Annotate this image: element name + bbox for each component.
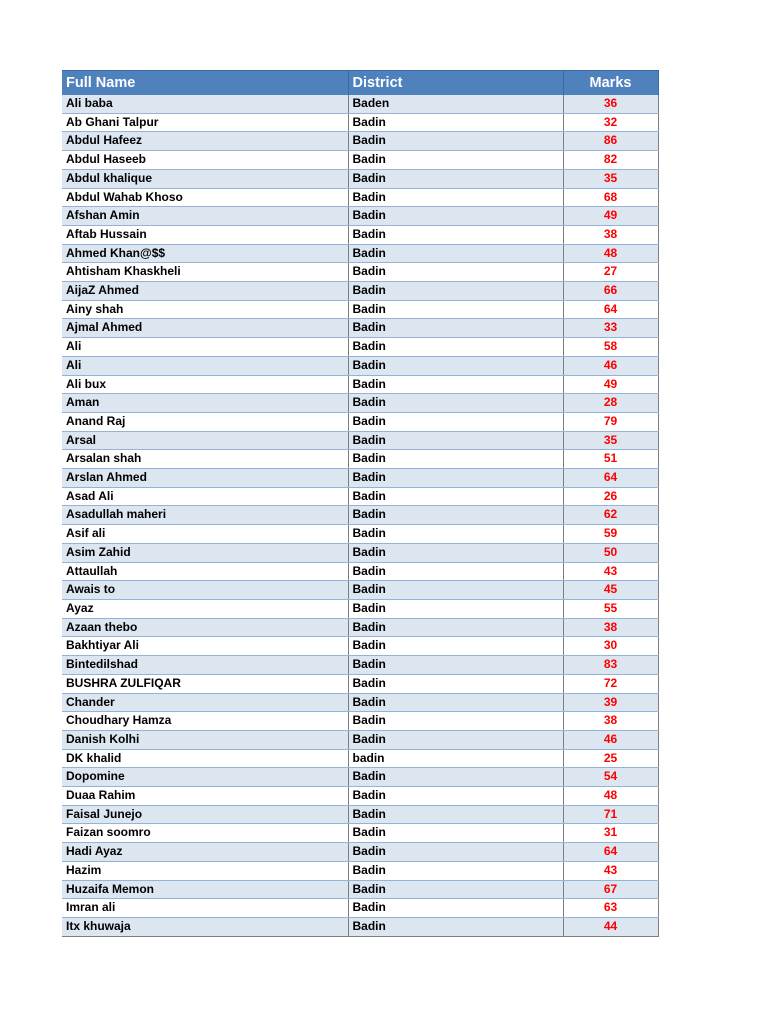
cell-district: Badin xyxy=(348,843,563,862)
table-header xyxy=(62,71,658,96)
cell-district: Badin xyxy=(348,450,563,469)
table-row xyxy=(62,917,658,936)
cell-full-name: Ayaz xyxy=(62,599,348,618)
cell-district: badin xyxy=(348,749,563,768)
cell-district: Badin xyxy=(348,637,563,656)
cell-full-name: Danish Kolhi xyxy=(62,730,348,749)
cell-district: Badin xyxy=(348,880,563,899)
cell-full-name: Aman xyxy=(62,394,348,413)
table-row xyxy=(62,244,658,263)
cell-full-name: Abdul Haseeb xyxy=(62,151,348,170)
cell-marks: 59 xyxy=(563,525,658,544)
cell-district: Badin xyxy=(348,861,563,880)
cell-marks: 49 xyxy=(563,375,658,394)
cell-full-name: Awais to xyxy=(62,581,348,600)
cell-district: Badin xyxy=(348,805,563,824)
cell-full-name: Dopomine xyxy=(62,768,348,787)
table-row xyxy=(62,581,658,600)
cell-district: Badin xyxy=(348,151,563,170)
cell-full-name: Ab Ghani Talpur xyxy=(62,113,348,132)
table-row xyxy=(62,899,658,918)
cell-marks: 64 xyxy=(563,843,658,862)
cell-full-name: Ajmal Ahmed xyxy=(62,319,348,338)
cell-full-name: Imran ali xyxy=(62,899,348,918)
cell-marks: 35 xyxy=(563,169,658,188)
cell-district: Baden xyxy=(348,95,563,113)
cell-marks: 26 xyxy=(563,487,658,506)
cell-district: Badin xyxy=(348,356,563,375)
cell-marks: 67 xyxy=(563,880,658,899)
cell-marks: 45 xyxy=(563,581,658,600)
cell-full-name: Bintedilshad xyxy=(62,656,348,675)
table-row xyxy=(62,469,658,488)
cell-district: Badin xyxy=(348,656,563,675)
cell-district: Badin xyxy=(348,319,563,338)
cell-marks: 54 xyxy=(563,768,658,787)
cell-district: Badin xyxy=(348,207,563,226)
cell-full-name: Abdul Hafeez xyxy=(62,132,348,151)
cell-full-name: Chander xyxy=(62,693,348,712)
table-row xyxy=(62,356,658,375)
cell-district: Badin xyxy=(348,824,563,843)
cell-full-name: DK khalid xyxy=(62,749,348,768)
cell-marks: 44 xyxy=(563,917,658,936)
table-row xyxy=(62,787,658,806)
table-row xyxy=(62,151,658,170)
table-row xyxy=(62,394,658,413)
cell-district: Badin xyxy=(348,693,563,712)
cell-full-name: Attaullah xyxy=(62,562,348,581)
cell-district: Badin xyxy=(348,113,563,132)
table-row xyxy=(62,730,658,749)
table-row xyxy=(62,562,658,581)
table-row xyxy=(62,188,658,207)
cell-marks: 46 xyxy=(563,730,658,749)
cell-district: Badin xyxy=(348,506,563,525)
cell-marks: 62 xyxy=(563,506,658,525)
cell-full-name: Faizan soomro xyxy=(62,824,348,843)
cell-full-name: Arslan Ahmed xyxy=(62,469,348,488)
cell-district: Badin xyxy=(348,263,563,282)
cell-full-name: Faisal Junejo xyxy=(62,805,348,824)
cell-district: Badin xyxy=(348,282,563,301)
header-district: District xyxy=(348,71,563,96)
cell-marks: 38 xyxy=(563,712,658,731)
table-row xyxy=(62,525,658,544)
cell-marks: 86 xyxy=(563,132,658,151)
cell-full-name: Arsalan shah xyxy=(62,450,348,469)
cell-full-name: Ainy shah xyxy=(62,300,348,319)
cell-full-name: Anand Raj xyxy=(62,412,348,431)
cell-marks: 33 xyxy=(563,319,658,338)
cell-district: Badin xyxy=(348,674,563,693)
cell-full-name: AijaZ Ahmed xyxy=(62,282,348,301)
cell-full-name: Huzaifa Memon xyxy=(62,880,348,899)
table-row xyxy=(62,319,658,338)
header-full-name: Full Name xyxy=(62,71,348,96)
cell-district: Badin xyxy=(348,169,563,188)
cell-marks: 38 xyxy=(563,618,658,637)
cell-district: Badin xyxy=(348,712,563,731)
table-row xyxy=(62,656,658,675)
header-marks: Marks xyxy=(563,71,658,96)
table-row xyxy=(62,543,658,562)
cell-marks: 64 xyxy=(563,469,658,488)
table-row xyxy=(62,805,658,824)
table-row xyxy=(62,843,658,862)
cell-marks: 31 xyxy=(563,824,658,843)
cell-full-name: Hadi Ayaz xyxy=(62,843,348,862)
cell-district: Badin xyxy=(348,394,563,413)
cell-district: Badin xyxy=(348,469,563,488)
cell-marks: 63 xyxy=(563,899,658,918)
cell-district: Badin xyxy=(348,338,563,357)
table-row xyxy=(62,693,658,712)
cell-full-name: Ahmed Khan@$$ xyxy=(62,244,348,263)
cell-district: Badin xyxy=(348,525,563,544)
cell-marks: 82 xyxy=(563,151,658,170)
cell-full-name: Ahtisham Khaskheli xyxy=(62,263,348,282)
table-row xyxy=(62,338,658,357)
cell-marks: 38 xyxy=(563,225,658,244)
table-row xyxy=(62,861,658,880)
table-row xyxy=(62,768,658,787)
cell-full-name: Asad Ali xyxy=(62,487,348,506)
cell-district: Badin xyxy=(348,581,563,600)
cell-marks: 64 xyxy=(563,300,658,319)
cell-marks: 48 xyxy=(563,244,658,263)
table-row xyxy=(62,263,658,282)
cell-marks: 83 xyxy=(563,656,658,675)
cell-full-name: Itx khuwaja xyxy=(62,917,348,936)
cell-full-name: Duaa Rahim xyxy=(62,787,348,806)
table-row xyxy=(62,599,658,618)
cell-full-name: Azaan thebo xyxy=(62,618,348,637)
cell-marks: 28 xyxy=(563,394,658,413)
cell-district: Badin xyxy=(348,132,563,151)
cell-marks: 68 xyxy=(563,188,658,207)
table-row xyxy=(62,113,658,132)
cell-district: Badin xyxy=(348,730,563,749)
table-row xyxy=(62,749,658,768)
table-row xyxy=(62,169,658,188)
table-row xyxy=(62,487,658,506)
cell-full-name: Asim Zahid xyxy=(62,543,348,562)
cell-full-name: Abdul khalique xyxy=(62,169,348,188)
table-row xyxy=(62,618,658,637)
table-row xyxy=(62,282,658,301)
cell-district: Badin xyxy=(348,787,563,806)
table-row xyxy=(62,674,658,693)
cell-full-name: Hazim xyxy=(62,861,348,880)
cell-marks: 49 xyxy=(563,207,658,226)
cell-district: Badin xyxy=(348,375,563,394)
cell-district: Badin xyxy=(348,543,563,562)
cell-full-name: Abdul Wahab Khoso xyxy=(62,188,348,207)
table-row xyxy=(62,450,658,469)
cell-district: Badin xyxy=(348,244,563,263)
marks-table xyxy=(62,70,659,937)
cell-full-name: Bakhtiyar Ali xyxy=(62,637,348,656)
table-row xyxy=(62,95,658,113)
table-row xyxy=(62,412,658,431)
cell-marks: 32 xyxy=(563,113,658,132)
cell-marks: 46 xyxy=(563,356,658,375)
cell-district: Badin xyxy=(348,899,563,918)
cell-district: Badin xyxy=(348,768,563,787)
cell-marks: 27 xyxy=(563,263,658,282)
cell-district: Badin xyxy=(348,917,563,936)
table-row xyxy=(62,225,658,244)
cell-full-name: Arsal xyxy=(62,431,348,450)
table-row xyxy=(62,300,658,319)
table-row xyxy=(62,207,658,226)
cell-district: Badin xyxy=(348,431,563,450)
cell-full-name: Ali xyxy=(62,338,348,357)
cell-marks: 43 xyxy=(563,861,658,880)
table-row xyxy=(62,375,658,394)
cell-full-name: Ali bux xyxy=(62,375,348,394)
cell-district: Badin xyxy=(348,599,563,618)
marks-sheet xyxy=(62,70,658,937)
cell-marks: 35 xyxy=(563,431,658,450)
cell-full-name: Ali xyxy=(62,356,348,375)
cell-marks: 43 xyxy=(563,562,658,581)
cell-district: Badin xyxy=(348,412,563,431)
header-row xyxy=(62,71,658,96)
cell-district: Badin xyxy=(348,188,563,207)
cell-marks: 51 xyxy=(563,450,658,469)
cell-marks: 36 xyxy=(563,95,658,113)
table-row xyxy=(62,712,658,731)
table-body xyxy=(62,95,658,936)
table-row xyxy=(62,880,658,899)
cell-full-name: Asif ali xyxy=(62,525,348,544)
cell-marks: 71 xyxy=(563,805,658,824)
cell-marks: 66 xyxy=(563,282,658,301)
cell-marks: 39 xyxy=(563,693,658,712)
cell-full-name: Aftab Hussain xyxy=(62,225,348,244)
table-row xyxy=(62,824,658,843)
cell-district: Badin xyxy=(348,562,563,581)
cell-marks: 30 xyxy=(563,637,658,656)
cell-marks: 58 xyxy=(563,338,658,357)
cell-full-name: Afshan Amin xyxy=(62,207,348,226)
cell-marks: 55 xyxy=(563,599,658,618)
cell-full-name: BUSHRA ZULFIQAR xyxy=(62,674,348,693)
cell-district: Badin xyxy=(348,618,563,637)
cell-marks: 50 xyxy=(563,543,658,562)
cell-marks: 79 xyxy=(563,412,658,431)
table-row xyxy=(62,506,658,525)
cell-full-name: Choudhary Hamza xyxy=(62,712,348,731)
cell-marks: 48 xyxy=(563,787,658,806)
table-row xyxy=(62,132,658,151)
table-row xyxy=(62,431,658,450)
cell-full-name: Ali baba xyxy=(62,95,348,113)
cell-district: Badin xyxy=(348,225,563,244)
cell-full-name: Asadullah maheri xyxy=(62,506,348,525)
cell-district: Badin xyxy=(348,300,563,319)
cell-district: Badin xyxy=(348,487,563,506)
cell-marks: 72 xyxy=(563,674,658,693)
table-row xyxy=(62,637,658,656)
cell-marks: 25 xyxy=(563,749,658,768)
